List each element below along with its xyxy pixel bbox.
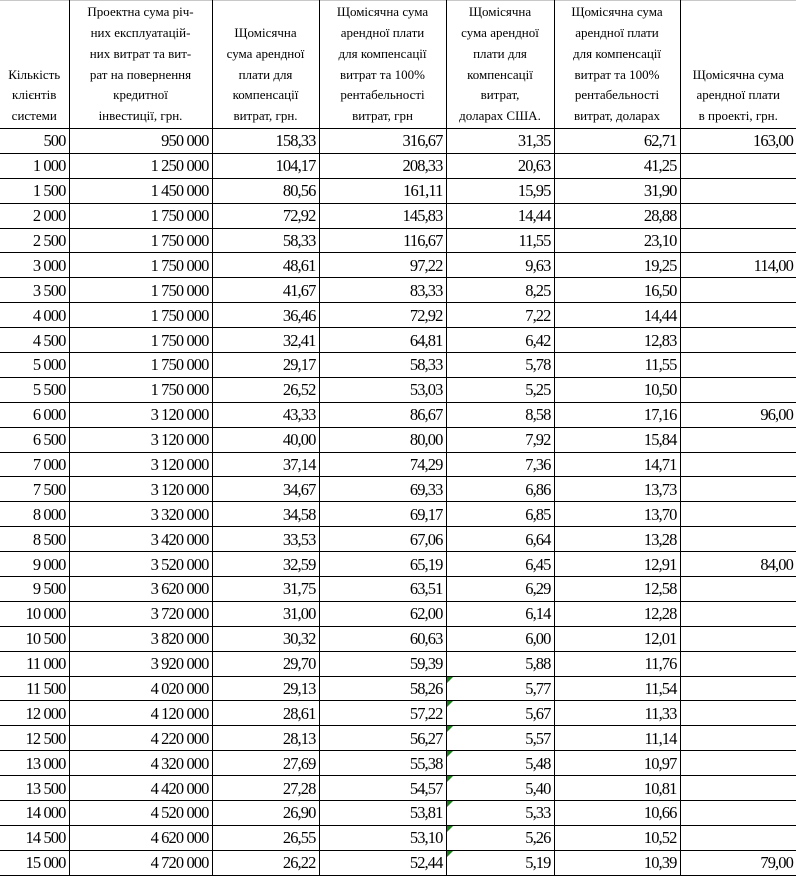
cell-monthly-rent-profit-usd[interactable]: 11,76: [554, 651, 680, 676]
cell-monthly-rent-profit-usd[interactable]: 13,73: [554, 477, 680, 502]
cell-annual-costs-uah[interactable]: 4 020 000: [69, 676, 212, 701]
cell-project-rent-uah[interactable]: [680, 801, 796, 826]
cell-monthly-rent-usd[interactable]: 9,63: [446, 253, 554, 278]
table-row: [0, 203, 796, 228]
cell-clients-count[interactable]: 10 000: [0, 601, 69, 626]
table-row: [0, 153, 796, 178]
cell-annual-costs-uah[interactable]: 1 450 000: [69, 178, 212, 203]
table-row: [0, 850, 796, 875]
table-row: [0, 178, 796, 203]
cell-project-rent-uah[interactable]: [680, 353, 796, 378]
table-row: [0, 303, 796, 328]
cell-monthly-rent-profit-uah[interactable]: 67,06: [319, 527, 446, 552]
cell-monthly-rent-usd[interactable]: 8,25: [446, 278, 554, 303]
cell-annual-costs-uah[interactable]: 1 250 000: [69, 153, 212, 178]
cell-clients-count[interactable]: 8 000: [0, 502, 69, 527]
cell-monthly-rent-profit-uah[interactable]: 116,67: [319, 228, 446, 253]
cell-monthly-rent-profit-usd[interactable]: 14,44: [554, 303, 680, 328]
cell-monthly-rent-profit-usd[interactable]: 12,83: [554, 328, 680, 353]
cell-monthly-rent-profit-uah[interactable]: 60,63: [319, 626, 446, 651]
table-row: [0, 228, 796, 253]
cell-clients-count[interactable]: 15 000: [0, 850, 69, 875]
cell-monthly-rent-usd[interactable]: 6,45: [446, 552, 554, 577]
cell-monthly-rent-profit-uah[interactable]: 208,33: [319, 153, 446, 178]
cell-project-rent-uah[interactable]: [680, 626, 796, 651]
cell-monthly-rent-uah[interactable]: 58,33: [212, 228, 319, 253]
cell-clients-count[interactable]: 11 500: [0, 676, 69, 701]
cell-annual-costs-uah[interactable]: 1 750 000: [69, 353, 212, 378]
cell-monthly-rent-profit-uah[interactable]: 53,03: [319, 377, 446, 402]
cell-annual-costs-uah[interactable]: 3 120 000: [69, 402, 212, 427]
cell-monthly-rent-uah[interactable]: 29,13: [212, 676, 319, 701]
cell-annual-costs-uah[interactable]: 1 750 000: [69, 203, 212, 228]
cell-project-rent-uah[interactable]: 114,00: [680, 253, 796, 278]
cell-monthly-rent-usd[interactable]: 7,36: [446, 452, 554, 477]
column-header-monthly-rent-usd: Щомісячна сума арендної плати для компенсації витрат, доларах США.: [446, 1, 554, 129]
cell-monthly-rent-profit-uah[interactable]: 65,19: [319, 552, 446, 577]
cell-monthly-rent-profit-uah[interactable]: 58,26: [319, 676, 446, 701]
cell-monthly-rent-usd[interactable]: 5,88: [446, 651, 554, 676]
cell-project-rent-uah[interactable]: [680, 701, 796, 726]
cell-monthly-rent-uah[interactable]: 32,41: [212, 328, 319, 353]
cell-monthly-rent-profit-usd[interactable]: 31,90: [554, 178, 680, 203]
cell-monthly-rent-usd[interactable]: 11,55: [446, 228, 554, 253]
column-header-clients-count: Кількість клієнтів системи: [0, 1, 69, 129]
cell-monthly-rent-usd[interactable]: 7,22: [446, 303, 554, 328]
cell-clients-count[interactable]: 13 000: [0, 751, 69, 776]
cell-monthly-rent-uah[interactable]: 26,52: [212, 377, 319, 402]
cell-monthly-rent-profit-usd[interactable]: 17,16: [554, 402, 680, 427]
cell-annual-costs-uah[interactable]: 3 120 000: [69, 477, 212, 502]
cell-clients-count[interactable]: 5 000: [0, 353, 69, 378]
cell-monthly-rent-profit-usd[interactable]: 28,88: [554, 203, 680, 228]
cell-monthly-rent-profit-uah[interactable]: 97,22: [319, 253, 446, 278]
cell-monthly-rent-profit-uah[interactable]: 86,67: [319, 402, 446, 427]
cell-monthly-rent-profit-uah[interactable]: 57,22: [319, 701, 446, 726]
cell-project-rent-uah[interactable]: [680, 278, 796, 303]
cell-monthly-rent-usd[interactable]: 8,58: [446, 402, 554, 427]
cell-clients-count[interactable]: 3 000: [0, 253, 69, 278]
cell-project-rent-uah[interactable]: [680, 178, 796, 203]
table-row: [0, 726, 796, 751]
cell-monthly-rent-profit-uah[interactable]: 58,33: [319, 353, 446, 378]
cell-monthly-rent-usd[interactable]: 5,57: [446, 726, 554, 751]
cell-annual-costs-uah[interactable]: 3 820 000: [69, 626, 212, 651]
cell-project-rent-uah[interactable]: [680, 676, 796, 701]
cell-monthly-rent-profit-uah[interactable]: 69,33: [319, 477, 446, 502]
cell-monthly-rent-uah[interactable]: 33,53: [212, 527, 319, 552]
cell-monthly-rent-profit-uah[interactable]: 316,67: [319, 129, 446, 154]
cell-project-rent-uah[interactable]: [680, 825, 796, 850]
cell-monthly-rent-profit-usd[interactable]: 12,01: [554, 626, 680, 651]
cell-project-rent-uah[interactable]: 84,00: [680, 552, 796, 577]
column-header-monthly-rent-profit-uah: Щомісячна сума арендної плати для компенсації витрат та 100% рентабельності витрат, грн: [319, 1, 446, 129]
cell-monthly-rent-profit-usd[interactable]: 41,25: [554, 153, 680, 178]
cell-annual-costs-uah[interactable]: 1 750 000: [69, 253, 212, 278]
cell-monthly-rent-usd[interactable]: 5,77: [446, 676, 554, 701]
cell-project-rent-uah[interactable]: [680, 303, 796, 328]
cell-annual-costs-uah[interactable]: 3 720 000: [69, 601, 212, 626]
cell-monthly-rent-usd[interactable]: 5,26: [446, 825, 554, 850]
cell-annual-costs-uah[interactable]: 1 750 000: [69, 328, 212, 353]
table-row: [0, 651, 796, 676]
cell-annual-costs-uah[interactable]: 950 000: [69, 129, 212, 154]
cell-project-rent-uah[interactable]: 96,00: [680, 402, 796, 427]
cell-annual-costs-uah[interactable]: 4 720 000: [69, 850, 212, 875]
cell-annual-costs-uah[interactable]: 1 750 000: [69, 278, 212, 303]
cell-monthly-rent-usd[interactable]: 6,00: [446, 626, 554, 651]
cell-monthly-rent-uah[interactable]: 41,67: [212, 278, 319, 303]
table-row: [0, 825, 796, 850]
cell-monthly-rent-usd[interactable]: 15,95: [446, 178, 554, 203]
cell-monthly-rent-profit-uah[interactable]: 55,38: [319, 751, 446, 776]
cell-monthly-rent-profit-usd[interactable]: 14,71: [554, 452, 680, 477]
cell-annual-costs-uah[interactable]: 3 920 000: [69, 651, 212, 676]
cell-project-rent-uah[interactable]: 163,00: [680, 129, 796, 154]
cell-monthly-rent-uah[interactable]: 26,90: [212, 801, 319, 826]
cell-monthly-rent-uah[interactable]: 104,17: [212, 153, 319, 178]
cell-clients-count[interactable]: 12 000: [0, 701, 69, 726]
cell-monthly-rent-usd[interactable]: 5,19: [446, 850, 554, 875]
cell-project-rent-uah[interactable]: [680, 203, 796, 228]
cell-clients-count[interactable]: 4 000: [0, 303, 69, 328]
cell-monthly-rent-uah[interactable]: 29,70: [212, 651, 319, 676]
cell-monthly-rent-profit-usd[interactable]: 11,33: [554, 701, 680, 726]
table-row: [0, 129, 796, 154]
cell-monthly-rent-uah[interactable]: 43,33: [212, 402, 319, 427]
cell-monthly-rent-uah[interactable]: 26,55: [212, 825, 319, 850]
cell-annual-costs-uah[interactable]: 4 120 000: [69, 701, 212, 726]
cell-clients-count[interactable]: 500: [0, 129, 69, 154]
cell-monthly-rent-profit-usd[interactable]: 10,39: [554, 850, 680, 875]
cell-monthly-rent-usd[interactable]: 6,42: [446, 328, 554, 353]
cell-clients-count[interactable]: 4 500: [0, 328, 69, 353]
cell-clients-count[interactable]: 2 500: [0, 228, 69, 253]
cell-monthly-rent-usd[interactable]: 5,40: [446, 776, 554, 801]
cell-monthly-rent-profit-usd[interactable]: 16,50: [554, 278, 680, 303]
cell-monthly-rent-profit-uah[interactable]: 54,57: [319, 776, 446, 801]
cell-clients-count[interactable]: 14 000: [0, 801, 69, 826]
table-row: [0, 601, 796, 626]
cell-project-rent-uah[interactable]: [680, 477, 796, 502]
table-row: [0, 353, 796, 378]
cell-annual-costs-uah[interactable]: 3 120 000: [69, 427, 212, 452]
table-row: [0, 701, 796, 726]
table-row: [0, 776, 796, 801]
cell-project-rent-uah[interactable]: [680, 651, 796, 676]
cell-monthly-rent-uah[interactable]: 34,67: [212, 477, 319, 502]
cell-clients-count[interactable]: 11 000: [0, 651, 69, 676]
cell-monthly-rent-uah[interactable]: 158,33: [212, 129, 319, 154]
cell-monthly-rent-profit-uah[interactable]: 83,33: [319, 278, 446, 303]
cell-monthly-rent-profit-usd[interactable]: 11,14: [554, 726, 680, 751]
cell-annual-costs-uah[interactable]: 3 320 000: [69, 502, 212, 527]
cell-monthly-rent-profit-uah[interactable]: 56,27: [319, 726, 446, 751]
header-row: [0, 1, 796, 129]
cell-monthly-rent-uah[interactable]: 27,28: [212, 776, 319, 801]
cell-monthly-rent-uah[interactable]: 72,92: [212, 203, 319, 228]
cell-annual-costs-uah[interactable]: 3 520 000: [69, 552, 212, 577]
cell-monthly-rent-usd[interactable]: 6,86: [446, 477, 554, 502]
cell-monthly-rent-usd[interactable]: 6,85: [446, 502, 554, 527]
table-row: [0, 377, 796, 402]
cell-monthly-rent-usd[interactable]: 5,33: [446, 801, 554, 826]
cell-clients-count[interactable]: 10 500: [0, 626, 69, 651]
cell-monthly-rent-uah[interactable]: 80,56: [212, 178, 319, 203]
cell-clients-count[interactable]: 6 500: [0, 427, 69, 452]
cell-annual-costs-uah[interactable]: 1 750 000: [69, 303, 212, 328]
cell-monthly-rent-profit-uah[interactable]: 53,81: [319, 801, 446, 826]
cell-clients-count[interactable]: 13 500: [0, 776, 69, 801]
cell-monthly-rent-profit-usd[interactable]: 62,71: [554, 129, 680, 154]
cell-monthly-rent-profit-uah[interactable]: 145,83: [319, 203, 446, 228]
cell-clients-count[interactable]: 1 000: [0, 153, 69, 178]
cell-monthly-rent-profit-uah[interactable]: 80,00: [319, 427, 446, 452]
column-header-annual-costs-uah: Проектна сума річ- них експлуатацій- них витрат та вит- рат на повернення кредитної інвестиції, грн.: [69, 1, 212, 129]
cell-monthly-rent-profit-usd[interactable]: 19,25: [554, 253, 680, 278]
column-header-monthly-rent-uah: Щомісячна сума арендної плати для компенсації витрат, грн.: [212, 1, 319, 129]
cell-monthly-rent-uah[interactable]: 36,46: [212, 303, 319, 328]
table-row: [0, 477, 796, 502]
table-row: [0, 427, 796, 452]
cell-monthly-rent-profit-uah[interactable]: 59,39: [319, 651, 446, 676]
cell-monthly-rent-uah[interactable]: 48,61: [212, 253, 319, 278]
cell-monthly-rent-profit-uah[interactable]: 63,51: [319, 577, 446, 602]
table-row: [0, 751, 796, 776]
cell-monthly-rent-profit-uah[interactable]: 74,29: [319, 452, 446, 477]
cell-clients-count[interactable]: 3 500: [0, 278, 69, 303]
cell-annual-costs-uah[interactable]: 4 320 000: [69, 751, 212, 776]
cell-project-rent-uah[interactable]: [680, 153, 796, 178]
cell-clients-count[interactable]: 7 500: [0, 477, 69, 502]
cell-annual-costs-uah[interactable]: 3 120 000: [69, 452, 212, 477]
cell-monthly-rent-uah[interactable]: 28,61: [212, 701, 319, 726]
cell-monthly-rent-usd[interactable]: 5,67: [446, 701, 554, 726]
cell-project-rent-uah[interactable]: [680, 776, 796, 801]
cell-project-rent-uah[interactable]: [680, 577, 796, 602]
cell-project-rent-uah[interactable]: 79,00: [680, 850, 796, 875]
cell-monthly-rent-profit-uah[interactable]: 52,44: [319, 850, 446, 875]
cell-clients-count[interactable]: 14 500: [0, 825, 69, 850]
cell-monthly-rent-uah[interactable]: 26,22: [212, 850, 319, 875]
cell-clients-count[interactable]: 5 500: [0, 377, 69, 402]
cell-project-rent-uah[interactable]: [680, 527, 796, 552]
cell-monthly-rent-profit-uah[interactable]: 53,10: [319, 825, 446, 850]
cell-annual-costs-uah[interactable]: 4 520 000: [69, 801, 212, 826]
table-row: [0, 552, 796, 577]
table-row: [0, 626, 796, 651]
cell-monthly-rent-usd[interactable]: 20,63: [446, 153, 554, 178]
cell-annual-costs-uah[interactable]: 3 420 000: [69, 527, 212, 552]
cell-monthly-rent-usd[interactable]: 5,78: [446, 353, 554, 378]
cell-monthly-rent-uah[interactable]: 40,00: [212, 427, 319, 452]
cell-monthly-rent-profit-usd[interactable]: 10,66: [554, 801, 680, 826]
cell-monthly-rent-profit-usd[interactable]: 12,28: [554, 601, 680, 626]
cell-annual-costs-uah[interactable]: 4 420 000: [69, 776, 212, 801]
cell-monthly-rent-profit-usd[interactable]: 10,97: [554, 751, 680, 776]
cell-monthly-rent-uah[interactable]: 34,58: [212, 502, 319, 527]
cell-monthly-rent-profit-usd[interactable]: 12,58: [554, 577, 680, 602]
cell-monthly-rent-profit-uah[interactable]: 161,11: [319, 178, 446, 203]
cell-monthly-rent-uah[interactable]: 31,75: [212, 577, 319, 602]
cell-monthly-rent-uah[interactable]: 27,69: [212, 751, 319, 776]
cell-annual-costs-uah[interactable]: 1 750 000: [69, 228, 212, 253]
table-row: [0, 577, 796, 602]
cell-clients-count[interactable]: 9 000: [0, 552, 69, 577]
cell-monthly-rent-uah[interactable]: 31,00: [212, 601, 319, 626]
table-row: [0, 253, 796, 278]
table-row: [0, 676, 796, 701]
cell-monthly-rent-profit-usd[interactable]: 15,84: [554, 427, 680, 452]
cell-monthly-rent-profit-usd[interactable]: 13,70: [554, 502, 680, 527]
cell-monthly-rent-profit-usd[interactable]: 12,91: [554, 552, 680, 577]
cell-monthly-rent-profit-usd[interactable]: 10,52: [554, 825, 680, 850]
cell-annual-costs-uah[interactable]: 4 220 000: [69, 726, 212, 751]
table-row: [0, 527, 796, 552]
cell-project-rent-uah[interactable]: [680, 228, 796, 253]
cell-monthly-rent-profit-usd[interactable]: 11,55: [554, 353, 680, 378]
cell-monthly-rent-uah[interactable]: 32,59: [212, 552, 319, 577]
cell-clients-count[interactable]: 2 000: [0, 203, 69, 228]
cell-clients-count[interactable]: 9 500: [0, 577, 69, 602]
cell-monthly-rent-uah[interactable]: 28,13: [212, 726, 319, 751]
cell-monthly-rent-profit-usd[interactable]: 10,81: [554, 776, 680, 801]
column-header-project-rent-uah: Щомісячна сума арендної плати в проекті, грн.: [680, 1, 796, 129]
cell-monthly-rent-uah[interactable]: 29,17: [212, 353, 319, 378]
cell-annual-costs-uah[interactable]: 4 620 000: [69, 825, 212, 850]
column-header-monthly-rent-profit-usd: Щомісячна сума арендної плати для компенсації витрат та 100% рентабельності витрат, доларах: [554, 1, 680, 129]
cell-monthly-rent-uah[interactable]: 37,14: [212, 452, 319, 477]
cell-monthly-rent-profit-uah[interactable]: 62,00: [319, 601, 446, 626]
table-row: [0, 502, 796, 527]
cell-annual-costs-uah[interactable]: 3 620 000: [69, 577, 212, 602]
cell-monthly-rent-profit-uah[interactable]: 69,17: [319, 502, 446, 527]
cell-monthly-rent-profit-usd[interactable]: 11,54: [554, 676, 680, 701]
cell-clients-count[interactable]: 8 500: [0, 527, 69, 552]
cell-monthly-rent-usd[interactable]: 5,25: [446, 377, 554, 402]
cell-clients-count[interactable]: 6 000: [0, 402, 69, 427]
cell-monthly-rent-usd[interactable]: 6,29: [446, 577, 554, 602]
cell-project-rent-uah[interactable]: [680, 726, 796, 751]
cell-project-rent-uah[interactable]: [680, 751, 796, 776]
cell-annual-costs-uah[interactable]: 1 750 000: [69, 377, 212, 402]
table-row: [0, 402, 796, 427]
cell-clients-count[interactable]: 1 500: [0, 178, 69, 203]
table-row: [0, 801, 796, 826]
cell-monthly-rent-profit-uah[interactable]: 72,92: [319, 303, 446, 328]
cell-monthly-rent-usd[interactable]: 6,64: [446, 527, 554, 552]
cell-project-rent-uah[interactable]: [680, 328, 796, 353]
cell-project-rent-uah[interactable]: [680, 377, 796, 402]
cell-project-rent-uah[interactable]: [680, 427, 796, 452]
cell-clients-count[interactable]: 7 000: [0, 452, 69, 477]
table-row: [0, 452, 796, 477]
cell-monthly-rent-uah[interactable]: 30,32: [212, 626, 319, 651]
table-row: [0, 328, 796, 353]
cell-monthly-rent-profit-usd[interactable]: 13,28: [554, 527, 680, 552]
cell-monthly-rent-profit-usd[interactable]: 23,10: [554, 228, 680, 253]
cell-monthly-rent-usd[interactable]: 6,14: [446, 601, 554, 626]
cell-monthly-rent-usd[interactable]: 7,92: [446, 427, 554, 452]
cell-monthly-rent-usd[interactable]: 14,44: [446, 203, 554, 228]
cell-project-rent-uah[interactable]: [680, 502, 796, 527]
table-row: [0, 278, 796, 303]
cell-monthly-rent-profit-uah[interactable]: 64,81: [319, 328, 446, 353]
cell-project-rent-uah[interactable]: [680, 452, 796, 477]
cell-clients-count[interactable]: 12 500: [0, 726, 69, 751]
cell-monthly-rent-usd[interactable]: 5,48: [446, 751, 554, 776]
cell-monthly-rent-usd[interactable]: 31,35: [446, 129, 554, 154]
cell-monthly-rent-profit-usd[interactable]: 10,50: [554, 377, 680, 402]
cell-project-rent-uah[interactable]: [680, 601, 796, 626]
